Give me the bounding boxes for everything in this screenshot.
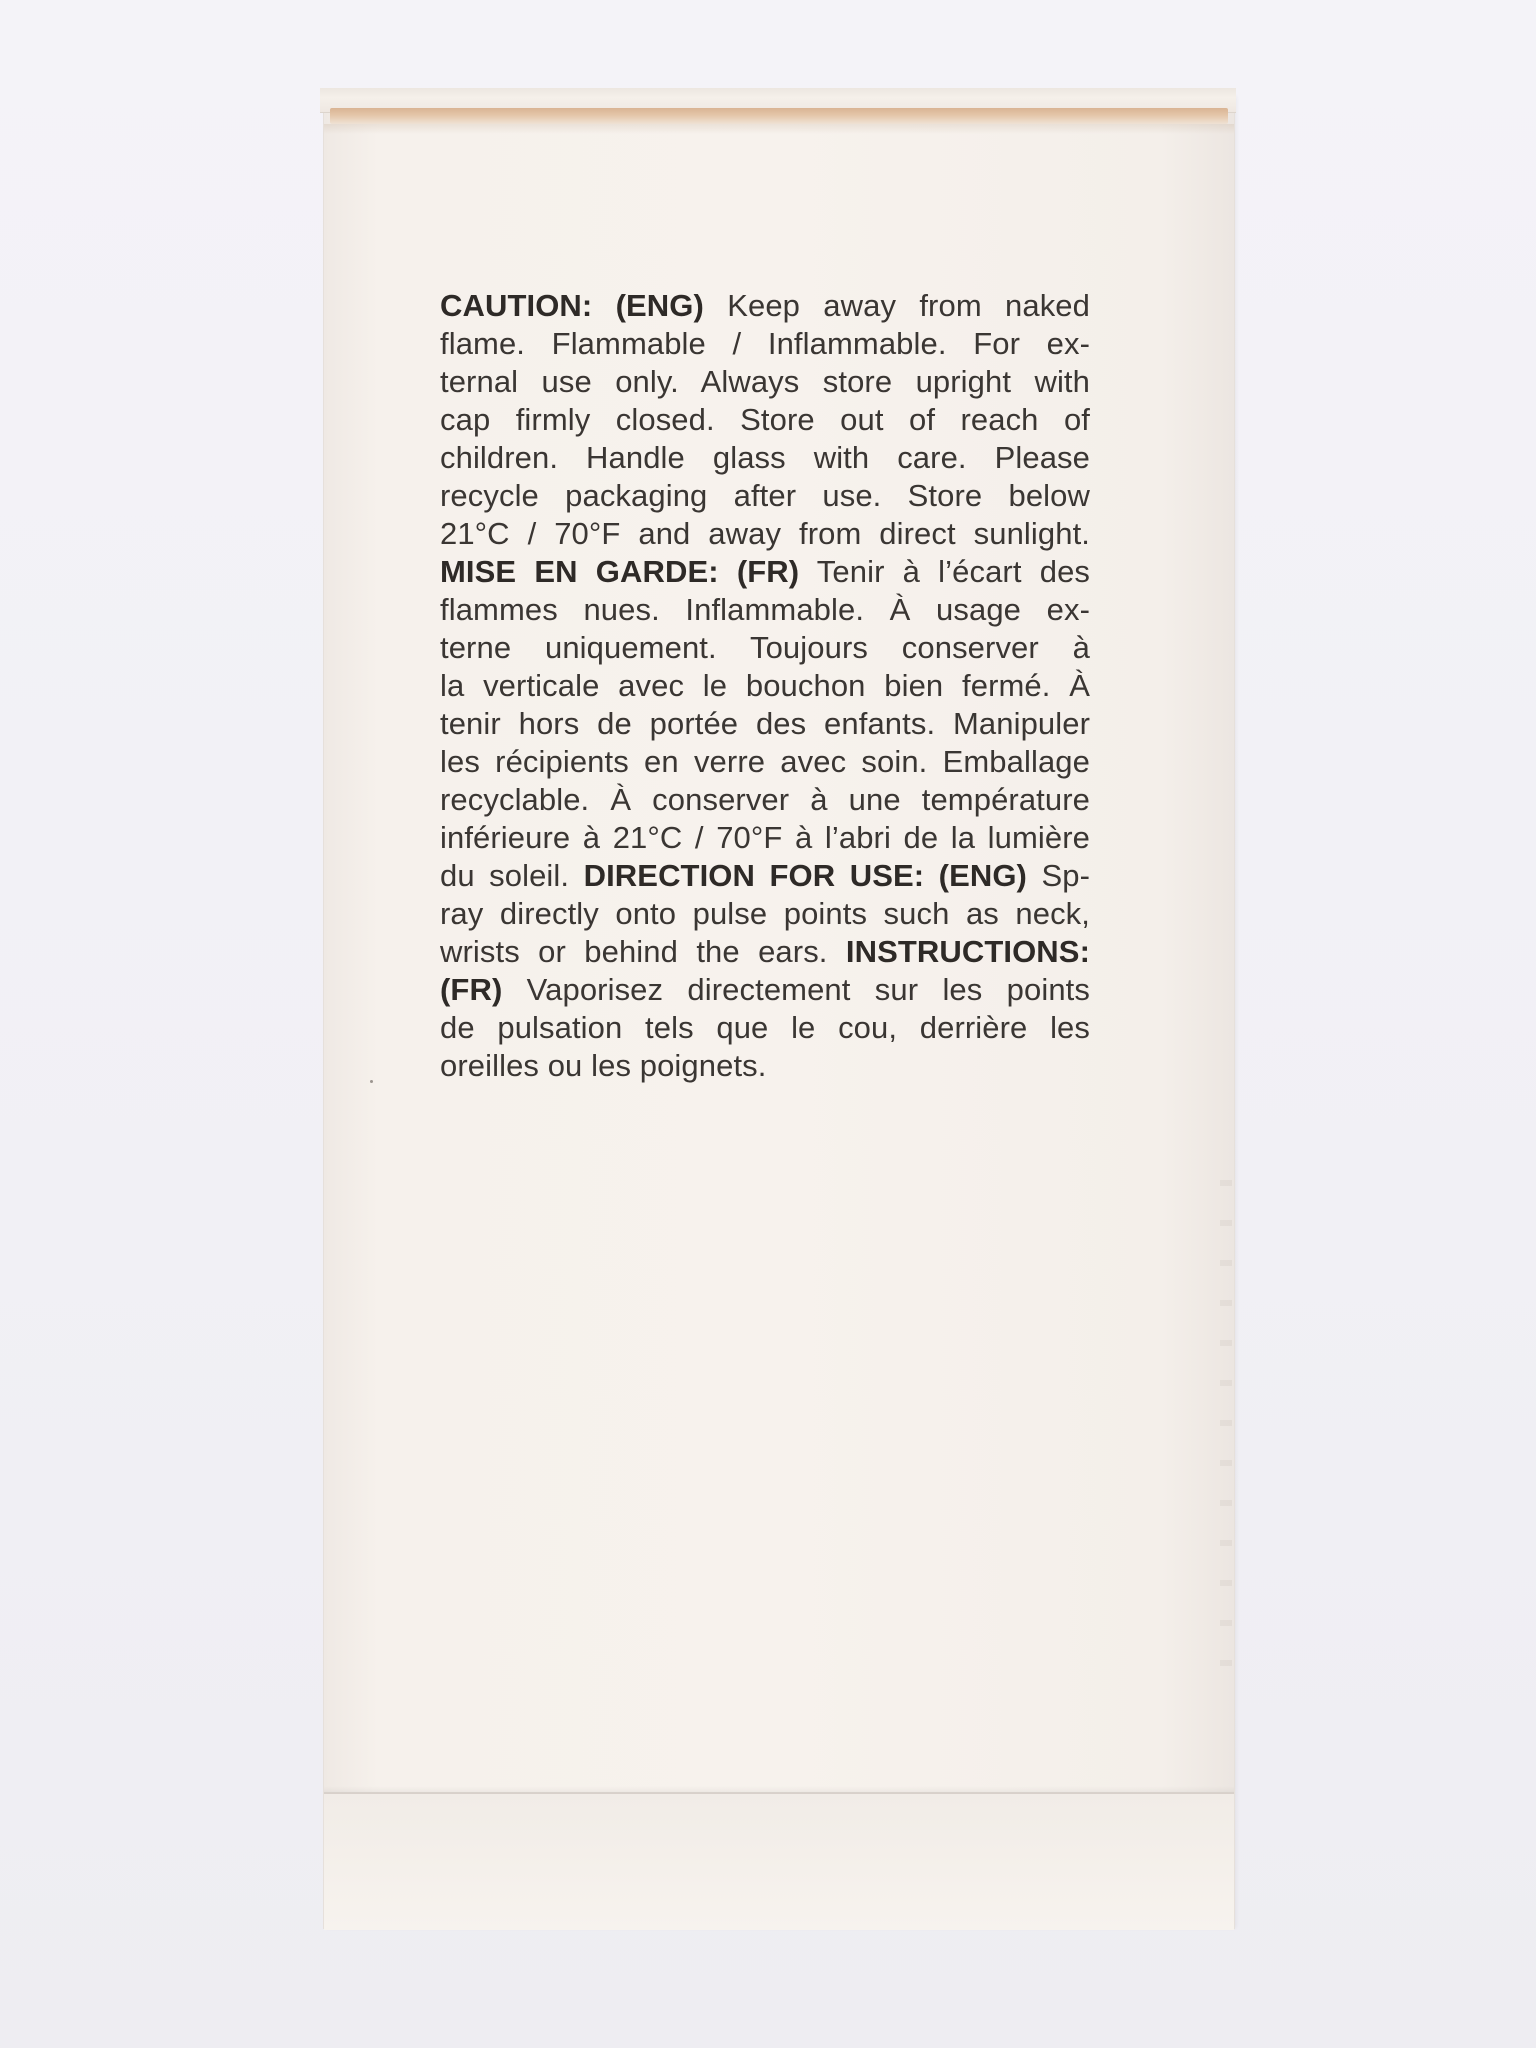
label-run: recycle packaging after use. Store below [440,478,1090,513]
label-line [440,781,1090,819]
label-run: les récipients en verre avec soin. Emballage [440,744,1090,779]
label-line [440,553,1090,591]
label-run: cap firmly closed. Store out of reach of [440,402,1090,437]
label-run: flammes nues. Inflammable. À usage ex- [440,592,1090,627]
label-run: la verticale avec le bouchon bien fermé. À [440,668,1090,703]
label-line [440,401,1090,439]
label-line [440,743,1090,781]
label-run: Keep away from naked [703,288,1090,323]
label-line [440,1009,1090,1047]
label-line [440,971,1090,1009]
label-heading: MISE EN GARDE: (FR) [440,554,800,589]
label-run: ray directly onto pulse points such as neck, [440,896,1090,931]
label-line [440,591,1090,629]
label-line [440,629,1090,667]
label-line [440,705,1090,743]
dust-speck [370,1080,373,1083]
label-heading: (FR) [440,972,503,1007]
label-run: oreilles ou les poignets. [440,1048,767,1083]
label-run: ternal use only. Always store upright with [440,364,1090,399]
label-run: inférieure à 21°C / 70°F à l’abri de la lumière [440,820,1090,855]
box-top-gold-band [330,108,1228,124]
label-line [440,325,1090,363]
label-run: children. Handle glass with care. Please [440,440,1090,475]
label-line [440,363,1090,401]
label-run: Tenir à l’écart des [799,554,1091,589]
label-line [440,287,1090,325]
label-line [440,819,1090,857]
label-run: Sp- [1026,858,1090,893]
label-line [440,515,1090,553]
box-bottom-flap [324,1792,1234,1930]
box-right-edge-print [1220,1180,1232,1680]
label-run: du soleil. [440,858,584,893]
label-line [440,1047,1090,1085]
label-run: wrists or behind the ears. [440,934,846,969]
label-run: terne uniquement. Toujours conserver à [440,630,1090,665]
label-line [440,895,1090,933]
label-heading: INSTRUCTIONS: [845,934,1090,969]
label-heading: CAUTION: (ENG) [440,288,704,323]
label-line [440,667,1090,705]
label-line [440,857,1090,895]
label-run: recyclable. À conserver à une température [440,782,1090,817]
box-top-shadow [324,124,1234,134]
label-run: tenir hors de portée des enfants. Manipuler [440,706,1090,741]
label-run: 21°C / 70°F and away from direct sunlight. [440,516,1090,551]
label-heading: DIRECTION FOR USE: (ENG) [583,858,1027,893]
label-line [440,477,1090,515]
caution-label-text [440,287,1090,1085]
label-run: flame. Flammable / Inflammable. For ex- [440,326,1090,361]
label-run: Vaporisez directement sur les points [502,972,1090,1007]
label-run: de pulsation tels que le cou, derrière les [440,1010,1090,1045]
label-line [440,439,1090,477]
label-line [440,933,1090,971]
